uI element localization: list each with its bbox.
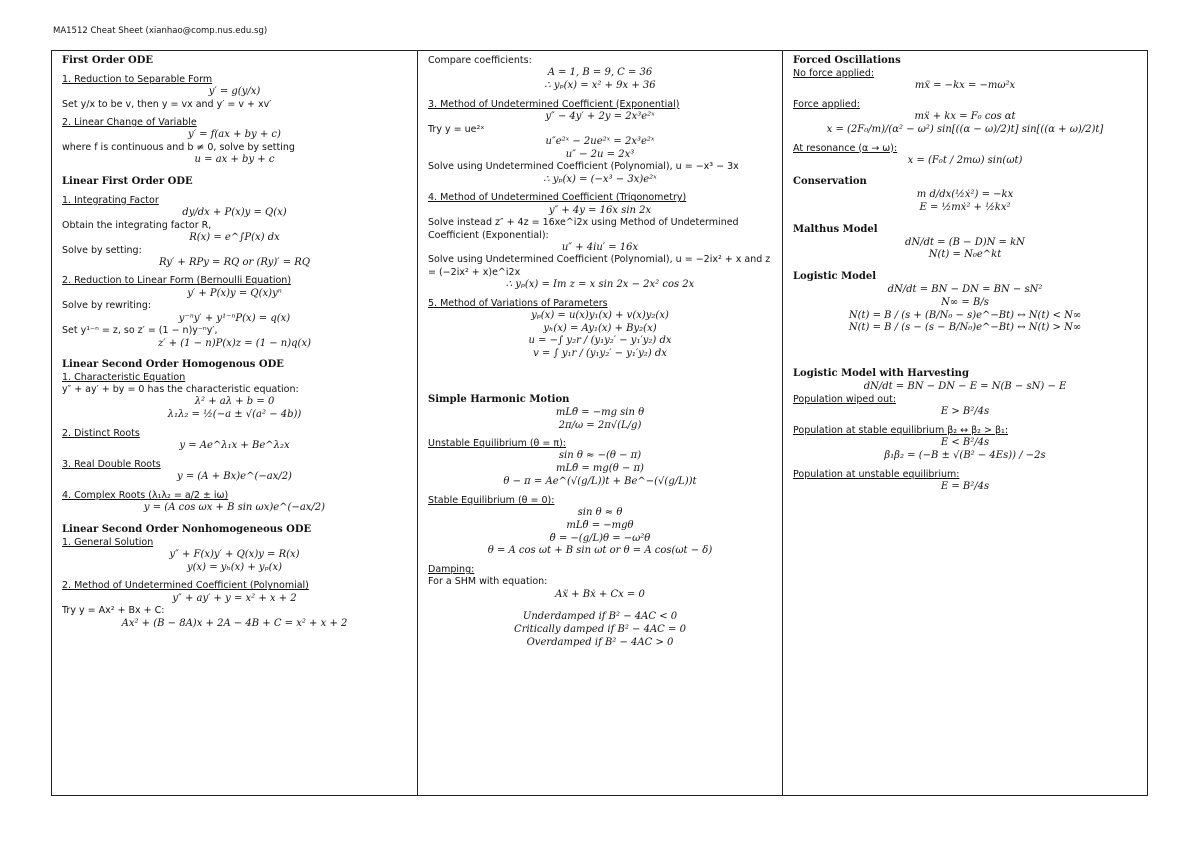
formula: mLθ̈ = −mg sin θ [555,406,645,418]
subsection-heading: At resonance (α → ω): [793,142,898,154]
section-heading: Linear Second Order Nonhomogeneous ODE [62,523,312,535]
text-line: where f is continuous and b ≠ 0, solve by setting [62,141,295,153]
formula: N(t) = B / (s − (s − B/N₀)e^−Bt) ↔ N(t) > N∞ [848,322,1082,334]
section-heading: First Order ODE [62,55,153,66]
formula: dN/dt = BN − DN − E = N(B − sN) − E [863,381,1067,393]
cheat-sheet [51,50,1148,796]
text-line: Solve using Undetermined Coefficient (Polynomial), u = −x³ − 3x [428,161,739,173]
formula: u″e²ˣ − 2ue²ˣ = 2x³e²ˣ [545,135,655,147]
text-line: Solve by setting: [62,244,142,256]
sheet-header: MA1512 Cheat Sheet (xianhao@comp.nus.edu.sg) [53,26,268,36]
text-line: Set y¹⁻ⁿ = z, so z′ = (1 − n)y⁻ⁿy′, [62,325,218,337]
formula: E = ½mẋ² + ½kx² [919,202,1011,214]
formula: N∞ = B/s [941,296,989,308]
section-heading: Logistic Model [793,271,877,283]
formula: y = Ae^λ₁x + Be^λ₂x [179,440,290,452]
formula: x = (2F₀/m)/(α² − ω²) sin[((α − ω)/2)t] sin[((α + ω)/2)t] [826,123,1104,135]
subsection-heading: 4. Complex Roots (λ₁λ₂ = a/2 ± iω) [62,489,229,501]
formula: mẍ = −kx = −mω²x [914,79,1016,91]
formula-line: Critically damped if B² − 4AC = 0 [514,624,686,636]
formula-line: Overdamped if B² − 4AC > 0 [526,636,674,648]
section-heading: Logistic Model with Harvesting [793,368,969,380]
formula: E < B²/4s [940,436,990,448]
formula: β₁β₂ = (−B ± √(B² − 4Es)) / −2s [884,449,1046,461]
formula: dN/dt = BN − DN = BN − sN² [887,284,1043,296]
formula: u = −∫ y₂r / (y₁y₂′ − y₁′y₂) dx [528,335,672,347]
formula: λ₁λ₂ = ½(−a ± √(a² − 4b)) [167,409,302,421]
formula: y′ = g(y/x) [208,85,261,97]
text-line: Obtain the integrating factor R, [62,219,212,231]
formula: ∴ yₚ(x) = (−x³ − 3x)e²ˣ [543,173,657,185]
text-line: Set y/x to be v, then y = vx and y′ = v + xv′ [62,98,272,110]
formula: z′ + (1 − n)P(x)z = (1 − n)q(x) [158,337,311,349]
subsection-heading: 2. Method of Undetermined Coefficient (Polynomial) [62,580,309,592]
formula: E = B²/4s [940,480,990,492]
section-heading: Conservation [793,176,867,188]
formula: yₕ(x) = Ay₁(x) + By₂(x) [543,322,657,334]
formula: x = (F₀t / 2mω) sin(ωt) [907,154,1023,166]
formula: u = ax + by + c [194,154,275,166]
formula: λ² + aλ + b = 0 [194,396,275,408]
formula: Ry′ + RPy = RQ or (Ry)′ = RQ [158,256,311,268]
formula: θ − π = Ae^(√(g/L))t + Be^−(√(g/L))t [503,476,697,488]
subsection-heading: Unstable Equilibrium (θ = π): [428,438,566,450]
section-heading: Simple Harmonic Motion [428,393,570,405]
subsection-heading: 1. Reduction to Separable Form [62,73,213,85]
subsection-heading: Damping: [428,564,475,576]
section-heading: Malthus Model [793,223,878,235]
formula: dN/dt = (B − D)N = kN [905,236,1025,248]
formula: y′ + P(x)y = Q(x)yⁿ [187,287,282,299]
spacer [793,335,1137,359]
column-3 [783,51,1147,795]
formula: m d/dx(½ẋ²) = −kx [916,189,1014,201]
subsection-heading: 2. Linear Change of Variable [62,116,197,128]
formula: ∴ yₚ(x) = Im z = x sin 2x − 2x² cos 2x [505,278,695,290]
subsection-heading: 1. Integrating Factor [62,194,159,206]
subsection-heading: Population at unstable equilibrium: [793,468,960,480]
section-heading: Linear Second Order Homogenous ODE [62,359,284,371]
formula: mẍ + kx = F₀ cos αt [914,110,1016,122]
formula: sin θ ≈ −(θ − π) [558,450,642,462]
section-heading: Linear First Order ODE [62,175,193,187]
formula: Aẍ + Bẋ + Cx = 0 [555,588,645,600]
column-2 [418,51,783,795]
formula: θ̈ = −(g/L)θ = −ω²θ [549,532,651,544]
subsection-heading: 3. Real Double Roots [62,458,161,470]
formula: y″ + ay′ + y = x² + x + 2 [172,592,297,604]
formula: v = ∫ y₁r / (y₁y₂′ − y₁′y₂) dx [533,348,667,360]
spacer [428,601,772,611]
formula: Ax² + (B − 8A)x + 2A − 4B + C = x² + x + 2 [121,617,348,629]
formula: mLθ̈ = mg(θ − π) [556,463,644,475]
formula: N(t) = B / (s + (B/N₀ − s)e^−Bt) ↔ N(t) < N∞ [848,309,1082,321]
formula: yₚ(x) = u(x)y₁(x) + v(x)y₂(x) [531,309,669,321]
formula: E > B²/4s [940,405,990,417]
text-line: Solve by rewriting: [62,300,152,312]
subsection-heading: 5. Method of Variations of Parameters [428,297,608,309]
formula: y = (A + Bx)e^(−ax/2) [177,471,292,483]
formula: A = 1, B = 9, C = 36 [547,67,653,79]
text-line: Try y = ue²ˣ [428,123,485,135]
subsection-heading: Population wiped out: [793,393,897,405]
formula: θ = A cos ωt + B sin ωt or θ = A cos(ωt − δ) [487,545,713,557]
section-heading: Forced Oscillations [793,55,901,66]
subsection-heading: Stable Equilibrium (θ = 0): [428,494,555,506]
formula: dy/dx + P(x)y = Q(x) [182,206,287,218]
formula: N(t) = N₀e^kt [928,249,1002,261]
text-line: Compare coefficients: [428,55,532,66]
formula: y″ + 4y = 16x sin 2x [548,204,652,216]
formula: u″ − 2u = 2x³ [565,148,635,160]
text-line: Solve using Undetermined Coefficient (Polynomial), u = −2ix² + x and z = (−2ix² + x)e^i2x [428,254,771,278]
subsection-heading: 1. Characteristic Equation [62,372,186,384]
formula-line: Underdamped if B² − 4AC < 0 [522,611,678,623]
formula: y″ + F(x)y′ + Q(x)y = R(x) [169,548,300,560]
text-line: Solve instead z″ + 4z = 16xe^i2x using Method of Undetermined Coefficient (Exponential): [428,217,739,241]
formula: y′ = f(ax + by + c) [188,129,281,141]
formula: y″ − 4y′ + 2y = 2x³e²ˣ [545,110,655,122]
formula: 2π/ω = 2π√(L/g) [558,419,642,431]
subsection-heading: 3. Method of Undetermined Coefficient (Exponential) [428,98,680,110]
text-line: y″ + ay′ + by = 0 has the characteristic equation: [62,384,299,396]
formula: sin θ ≈ θ [577,507,623,519]
formula: ∴ yₚ(x) = x² + 9x + 36 [544,79,656,91]
formula: R(x) = e^∫P(x) dx [189,231,280,243]
subsection-heading: 1. General Solution [62,536,154,548]
formula: y⁻ⁿy′ + y¹⁻ⁿP(x) = q(x) [178,312,291,324]
formula: u″ + 4iu′ = 16x [561,241,639,253]
formula: y = (A cos ωx + B sin ωx)e^(−ax/2) [143,502,326,514]
text-line: For a SHM with equation: [428,576,548,588]
text-line: Try y = Ax² + Bx + C: [62,605,165,617]
subsection-heading: 2. Reduction to Linear Form (Bernoulli Equation) [62,275,292,287]
subsection-heading: 2. Distinct Roots [62,428,140,440]
subsection-heading: 4. Method of Undetermined Coefficient (Trigonometry) [428,192,687,204]
subsection-heading: Force applied: [793,98,860,110]
formula: mLθ̈ = −mgθ [566,519,634,531]
spacer [428,361,772,385]
formula: y(x) = yₕ(x) + yₚ(x) [186,561,283,573]
column-1 [52,51,418,795]
subsection-heading: No force applied: [793,67,875,79]
subsection-heading: Population at stable equilibrium β₂ ↔ β₂ > β₁: [793,424,1009,436]
